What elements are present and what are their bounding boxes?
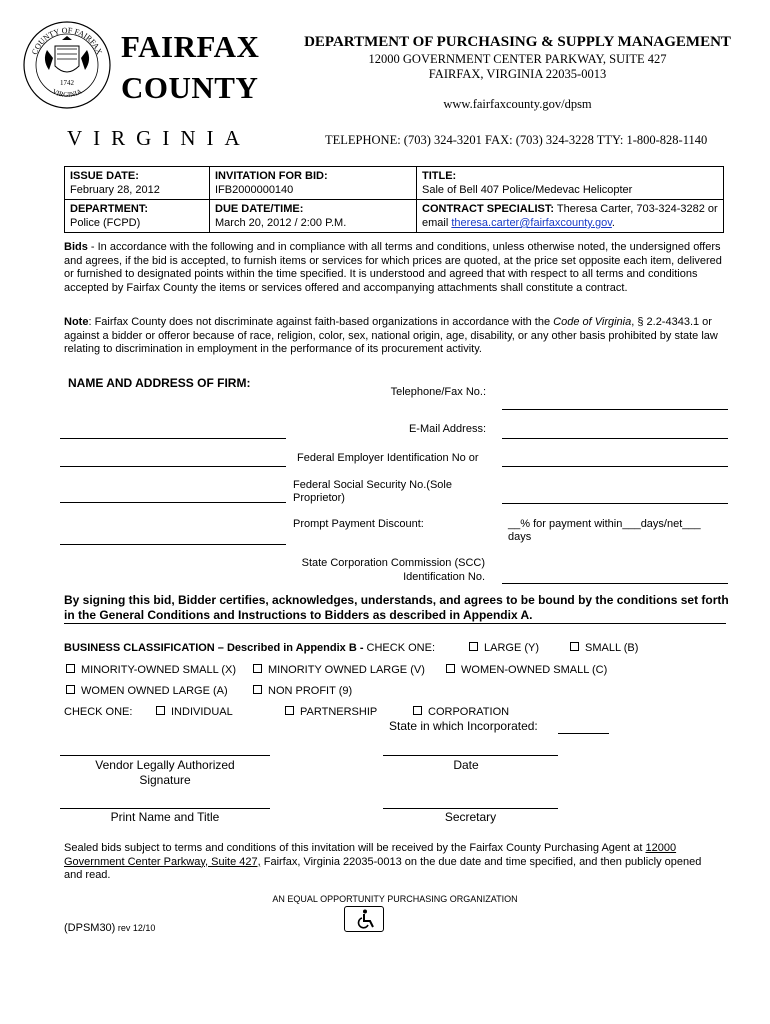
sealed-bids-text-1: Sealed bids subject to terms and conditions of this invitation will be received by the Fairfax County Purchasing Agent at [64, 842, 646, 854]
ssn-line[interactable] [502, 503, 728, 504]
fein-line[interactable] [502, 466, 728, 467]
check-one-text: CHECK ONE: [363, 642, 435, 654]
individual-checkbox[interactable] [156, 706, 165, 715]
county-seal [22, 18, 112, 112]
large-checkbox[interactable] [469, 642, 478, 651]
partnership-label: PARTNERSHIP [300, 706, 378, 718]
check-one-label-2: CHECK ONE: [64, 706, 133, 718]
bids-paragraph [64, 241, 724, 295]
firm-address-line-3[interactable] [60, 502, 286, 503]
women-small-label: WOMEN-OWNED SMALL (C) [461, 664, 608, 676]
firm-address-line-4[interactable] [60, 544, 286, 545]
sealed-bids-paragraph [64, 842, 716, 883]
corporation-label: CORPORATION [428, 706, 510, 718]
telephone-fax-line[interactable] [502, 409, 728, 410]
scc-label-1: State Corporation Commission (SCC) [301, 557, 485, 569]
nonprofit-checkbox[interactable] [253, 685, 262, 694]
small-label: SMALL (B) [585, 642, 639, 654]
title-label: TITLE: [422, 170, 457, 182]
form-id: (DPSM30) [64, 922, 116, 934]
county-name-line2: COUNTY [121, 70, 259, 105]
seal-top-text: COUNTY OF FAIRFAX [29, 25, 105, 56]
state-incorporated-label: State in which Incorporated: [389, 719, 538, 733]
ifb-value: IFB2000000140 [215, 184, 294, 196]
option-individual[interactable] [156, 706, 233, 718]
due-date-cell [210, 200, 417, 233]
department-label: DEPARTMENT: [70, 203, 149, 215]
firm-address-line-1[interactable] [60, 438, 286, 439]
department-cell [65, 200, 210, 233]
issue-date-label: ISSUE DATE: [70, 170, 139, 182]
minority-large-label: MINORITY OWNED LARGE (V) [268, 664, 425, 676]
ifb-label: INVITATION FOR BID: [215, 170, 328, 182]
form-rev: rev 12/10 [115, 923, 156, 933]
option-small[interactable] [570, 642, 638, 654]
specialist-cell: CONTRACT SPECIALIST: Theresa Carter, 703-324-3282 or email theresa.carter@fairfaxcounty.gov. [417, 200, 724, 233]
address-line1: 12000 GOVERNMENT CENTER PARKWAY, SUITE 427 [368, 52, 667, 66]
equal-opportunity-text: AN EQUAL OPPORTUNITY PURCHASING ORGANIZATION [272, 894, 518, 904]
specialist-value: Theresa Carter, 703-324-3282 or email [422, 203, 718, 229]
accessibility-icon [344, 906, 384, 932]
partnership-checkbox[interactable] [285, 706, 294, 715]
title-cell [417, 167, 724, 200]
vendor-signature-label: Vendor Legally Authorized Signature [95, 758, 235, 787]
certify-underline [64, 623, 726, 624]
sealed-bids-text-2: Fairfax, Virginia 22035-0013 on the due date and time specified, and then publicly opened and read. [64, 855, 702, 881]
note-paragraph [64, 316, 724, 357]
title-value: Sale of Bell 407 Police/Medevac Helicopter [422, 184, 633, 196]
firm-address-line-2[interactable] [60, 466, 286, 467]
seal-bottom-text: VIRGINIA [50, 87, 84, 100]
svg-text:VIRGINIA [51, 87, 83, 99]
option-large[interactable] [469, 642, 539, 654]
certify-statement: By signing this bid, Bidder certifies, acknowledges, understands, and agrees to be bound by the conditions set forth in the General Conditions and Instructions to Bidders as described in Appendix A. [64, 593, 729, 622]
nonprofit-label: NON PROFIT (9) [268, 685, 353, 697]
women-small-checkbox[interactable] [446, 664, 455, 673]
fein-label: Federal Employer Identification No or [297, 452, 479, 464]
scc-line[interactable] [502, 583, 728, 584]
secretary-label: Secretary [444, 810, 497, 824]
date-line[interactable] [383, 755, 558, 756]
option-women-small[interactable] [446, 664, 607, 676]
state-incorporated-line[interactable] [558, 733, 609, 734]
individual-label: INDIVIDUAL [171, 706, 233, 718]
vendor-signature-line[interactable] [60, 755, 270, 756]
county-name-line1: FAIRFAX [121, 29, 260, 64]
specialist-email-link[interactable]: theresa.carter@fairfaxcounty.gov [451, 217, 612, 229]
note-text-2: , § 2.2-4343.1 or against a bidder or offeror because of race, religion, color, sex, national origin, age, disability, or any other basis prohibited by state law relating to discrimination in employment in the performance of its procurement activity. [64, 316, 718, 355]
email-line[interactable] [502, 438, 728, 439]
sealed-bids-address: 12000 Government Center Parkway, Suite 427, [64, 842, 677, 868]
minority-small-checkbox[interactable] [66, 664, 75, 673]
firm-name-address-label: NAME AND ADDRESS OF FIRM: [68, 376, 251, 390]
business-heading-text: BUSINESS CLASSIFICATION – Described in Appendix B - [64, 642, 364, 654]
note-italic: Code of Virginia [553, 316, 632, 328]
specialist-label: CONTRACT SPECIALIST: [422, 203, 554, 215]
email-label: E-Mail Address: [408, 423, 486, 435]
option-women-large[interactable] [66, 685, 228, 697]
corporation-checkbox[interactable] [413, 706, 422, 715]
business-classification-heading [64, 642, 435, 654]
print-name-line[interactable] [60, 808, 270, 809]
due-date-value: March 20, 2012 / 2:00 P.M. [215, 217, 347, 229]
state-name: VIRGINIA [67, 126, 251, 150]
option-minority-large[interactable] [253, 664, 425, 676]
issue-date-cell [65, 167, 210, 200]
women-large-label: WOMEN OWNED LARGE (A) [81, 685, 228, 697]
option-corporation[interactable] [413, 706, 509, 718]
minority-large-checkbox[interactable] [253, 664, 262, 673]
ifb-cell [210, 167, 417, 200]
address-line2: FAIRFAX, VIRGINIA 22035-0013 [428, 67, 607, 81]
date-label: Date [453, 758, 479, 772]
note-text-1: : Fairfax County does not discriminate against faith-based organizations in accordance with the [88, 316, 554, 328]
small-checkbox[interactable] [570, 642, 579, 651]
seal-year: 1742 [60, 79, 74, 87]
minority-small-label: MINORITY-OWNED SMALL (X) [81, 664, 237, 676]
contact-numbers: TELEPHONE: (703) 324-3201 FAX: (703) 324-3228 TTY: 1-800-828-1140 [325, 133, 708, 147]
option-minority-small[interactable] [66, 664, 236, 676]
department-value: Police (FCPD) [70, 217, 141, 229]
prompt-payment-label: Prompt Payment Discount: [293, 518, 424, 530]
bids-text: - In accordance with the following and in compliance with all terms and conditions, unless otherwise noted, the undersigned offers and agrees, if the bid is accepted, to furnish items or services for which prices are quoted, at the price set opposite each item, delivered or furnished to designated points within the time specified. It is understood and agreed that with respect to all terms and conditions accepted by Fairfax County the items or services offered and accompanying attachments shall constitute a contract. [64, 241, 722, 294]
option-partnership[interactable] [285, 706, 377, 718]
print-name-label: Print Name and Title [110, 810, 220, 824]
secretary-line[interactable] [383, 808, 558, 809]
women-large-checkbox[interactable] [66, 685, 75, 694]
option-nonprofit[interactable] [253, 685, 352, 697]
ssn-label: Federal Social Security No.(Sole Proprietor) [293, 479, 452, 504]
prompt-payment-terms[interactable]: __% for payment within___days/net___ days [508, 518, 701, 543]
due-date-label: DUE DATE/TIME: [215, 203, 304, 215]
bids-lead: Bids [64, 241, 88, 253]
note-lead: Note [64, 316, 89, 328]
form-revision [64, 922, 155, 934]
telephone-fax-label: Telephone/Fax No.: [390, 386, 486, 398]
large-label: LARGE (Y) [484, 642, 540, 654]
website-link[interactable]: www.fairfaxcounty.gov/dpsm [443, 97, 592, 111]
department-heading: DEPARTMENT OF PURCHASING & SUPPLY MANAGEMENT [304, 34, 731, 50]
scc-label-2: Identification No. [403, 571, 485, 583]
issue-date-value: February 28, 2012 [70, 184, 160, 196]
bid-info-table [64, 166, 724, 233]
